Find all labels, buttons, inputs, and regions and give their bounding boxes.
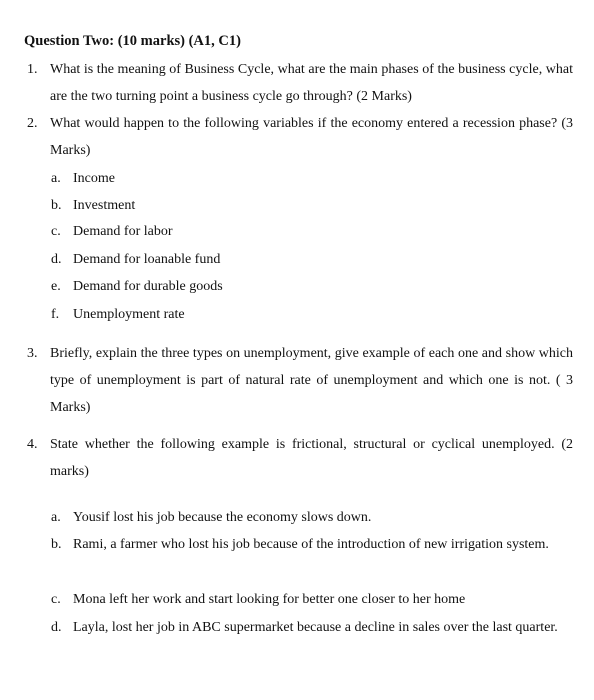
item-letter: c.: [51, 224, 61, 239]
item-letter: b.: [51, 198, 62, 213]
item-text: Mona left her work and start looking for better one closer to her home: [73, 592, 466, 607]
question-number: 4.: [27, 437, 38, 452]
item-letter: f.: [51, 307, 60, 322]
question-number: 1.: [27, 62, 38, 77]
question-text: What would happen to the following variables if the economy entered a recession phase? (3 Marks): [50, 116, 573, 158]
item-letter: c.: [51, 592, 61, 607]
question-text: What is the meaning of Business Cycle, what are the main phases of the business cycle, what are the two turning point a business cycle go through? (2 Marks): [50, 62, 573, 104]
item-letter: a.: [51, 171, 61, 186]
item-text: Demand for labor: [73, 224, 173, 239]
item-text: Demand for loanable fund: [73, 252, 221, 267]
item-text: Rami, a farmer who lost his job because of the introduction of new irrigation system.: [73, 537, 549, 552]
item-text: Income: [73, 171, 115, 186]
item-text: Layla, lost her job in ABC supermarket because a decline in sales over the last quarter.: [73, 620, 558, 635]
item-letter: e.: [51, 279, 61, 294]
question-number: 3.: [27, 346, 38, 361]
item-text: Demand for durable goods: [73, 279, 223, 294]
question-number: 2.: [27, 116, 38, 131]
item-letter: d.: [51, 620, 62, 635]
item-text: Investment: [73, 198, 136, 213]
item-text: Unemployment rate: [73, 307, 185, 322]
item-letter: a.: [51, 510, 61, 525]
question-heading: Question Two: (10 marks) (A1, C1): [24, 33, 241, 49]
item-letter: b.: [51, 537, 62, 552]
question-text: State whether the following example is frictional, structural or cyclical unemployed. (2 marks): [50, 437, 573, 479]
item-text: Yousif lost his job because the economy slows down.: [73, 510, 372, 525]
item-letter: d.: [51, 252, 62, 267]
question-text: Briefly, explain the three types on unemployment, give example of each one and show which type of unemployment is part of natural rate of unemployment and which one is not. ( 3 Marks): [50, 346, 573, 415]
